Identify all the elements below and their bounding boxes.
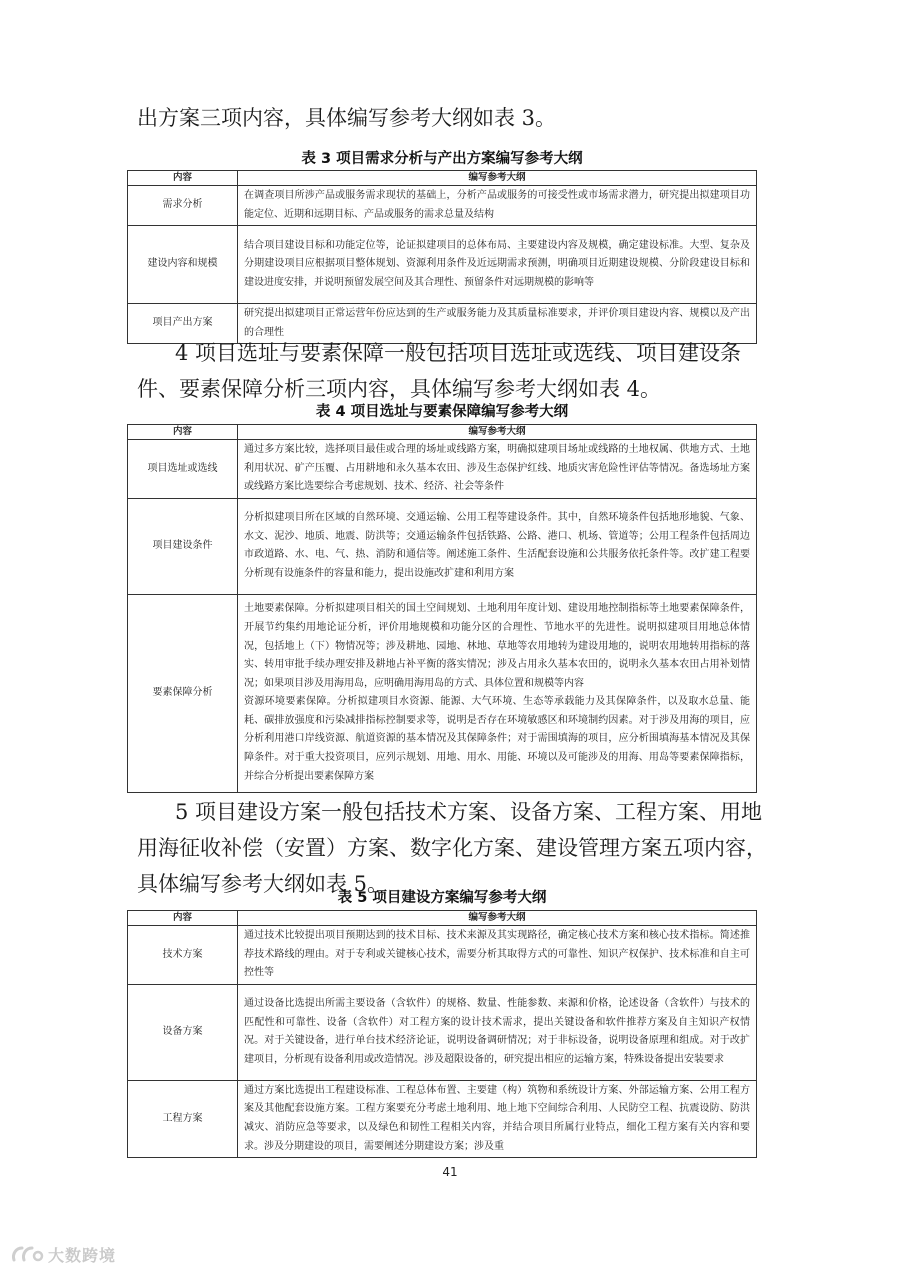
row-text: 通过多方案比较，选择项目最佳或合理的场址或线路方案，明确拟建项目场址或线路的土地权属、供地方式、土地利用状况、矿产压覆、占用耕地和永久基本农田、涉及生态保护红线、地质灾害危险性评估等情况。备选场址方案或线路方案比选要综合考虑规划、技术、经济、社会等条件 (238, 440, 757, 499)
header-outline: 编写参考大纲 (238, 171, 757, 186)
watermark (10, 1243, 116, 1265)
table-row (128, 594, 757, 792)
brand-logo-icon (10, 1244, 44, 1264)
table-row (128, 186, 757, 226)
table-row (128, 984, 757, 1080)
table-row (128, 498, 757, 594)
row-text-line: 资源环境要素保障。分析拟建项目水资源、能源、大气环境、生态等承载能力及其保障条件，以及取水总量、能耗、碳排放强度和污染减排指标控制要求等，说明是否存在环境敏感区和环境制约因素。对于涉及用海的项目，应分析利用港口岸线资源、航道资源的基本情况及其保障条件；对于需围填海的项目，应分析围填海基本情况及其保障条件。对于重大投资项目，应列示规划、用地、用水、用能、环境以及可能涉及的用海、用岛等要素保障指标，并综合分析提出要素保障方案 (244, 696, 750, 782)
row-text: 研究提出拟建项目正常运营年份应达到的生产或服务能力及其质量标准要求，并评价项目建设内容、规模以及产出的合理性 (238, 304, 757, 344)
table3-caption: 表 3 项目需求分析与产出方案编写参考大纲 (301, 151, 583, 167)
header-content: 内容 (128, 171, 238, 186)
row-text: 在调查项目所涉产品或服务需求现状的基础上，分析产品或服务的可接受性或市场需求潜力，研究提出拟建项目功能定位、近期和远期目标、产品或服务的需求总量及结构 (238, 186, 757, 226)
row-name: 要素保障分析 (128, 594, 238, 792)
header-outline: 编写参考大纲 (238, 911, 757, 926)
table-row (128, 1080, 757, 1157)
table-row (128, 926, 757, 985)
watermark-text: 大数跨境 (48, 1245, 117, 1265)
row-name: 技术方案 (128, 926, 238, 985)
table-header-row (128, 425, 757, 440)
row-name: 工程方案 (128, 1080, 238, 1157)
table4 (127, 424, 757, 793)
row-text: 结合项目建设目标和功能定位等，论证拟建项目的总体布局、主要建设内容及规模，确定建设标准。大型、复杂及分期建设项目应根据项目整体规划、资源利用条件及近远期需求预测，明确项目近期建设规模、分阶段建设目标和建设进度安排，并说明预留发展空间及其合理性、预留条件对远期规模的影响等 (238, 226, 757, 304)
row-text: 分析拟建项目所在区域的自然环境、交通运输、公用工程等建设条件。其中，自然环境条件包括地形地貌、气象、水文、泥沙、地质、地震、防洪等；交通运输条件包括铁路、公路、港口、机场、管道等；公用工程条件包括周边市政道路、水、电、气、热、消防和通信等。阐述施工条件、生活配套设施和公共服务依托条件等。改扩建工程要分析现有设施条件的容量和能力，提出设施改扩建和利用方案 (238, 498, 757, 594)
row-name: 设备方案 (128, 984, 238, 1080)
table-row (128, 440, 757, 499)
row-text: 通过设备比选提出所需主要设备（含软件）的规格、数量、性能参数、来源和价格，论述设备（含软件）与技术的匹配性和可靠性、设备（含软件）对工程方案的设计技术需求，提出关键设备和软件推荐方案及自主知识产权情况。对于关键设备，进行单台技术经济论证，说明设备调研情况；对于非标设备，说明设备原理和组成。对于改扩建项目，分析现有设备利用或改造情况。涉及超限设备的，研究提出相应的运输方案，特殊设备提出安装要求 (238, 984, 757, 1080)
table5-caption: 表 5 项目建设方案编写参考大纲 (337, 890, 547, 906)
row-text-line: 土地要素保障。分析拟建项目相关的国土空间规划、土地利用年度计划、建设用地控制指标等土地要素保障条件，开展节约集约用地论证分析，评价用地规模和功能分区的合理性、节地水平的先进性。说明拟建项目用地总体情况，包括地上（下）物情况等；涉及耕地、园地、林地、草地等农用地转为建设用地的，说明农用地转用指标的落实、转用审批手续办理安排及耕地占补平衡的落实情况；涉及占用永久基本农田的，说明永久基本农田占用补划情况；如果项目涉及用海用岛，应明确用海用岛的方式、具体位置和规模等内容 (244, 603, 750, 689)
table3 (127, 170, 757, 344)
paragraph-4: 4 项目选址与要素保障一般包括项目选址或选线、项目建设条件、要素保障分析三项内容，具体编写参考大纲如表 4。 (137, 341, 742, 401)
table5 (127, 910, 757, 1158)
row-text-group (238, 594, 757, 792)
header-content: 内容 (128, 911, 238, 926)
row-text: 通过技术比较提出项目预期达到的技术目标、技术来源及其实现路径，确定核心技术方案和核心技术指标。简述推荐技术路线的理由。对于专利或关键核心技术，需要分析其取得方式的可靠性、知识产权保护、技术标准和自主可控性等 (238, 926, 757, 985)
table-row (128, 226, 757, 304)
page-number: 41 (442, 1165, 458, 1179)
table-header-row (128, 911, 757, 926)
table-header-row (128, 171, 757, 186)
row-text: 通过方案比选提出工程建设标准、工程总体布置、主要建（构）筑物和系统设计方案、外部运输方案、公用工程方案及其他配套设施方案。工程方案要充分考虑土地利用、地上地下空间综合利用、人民防空工程、抗震设防、防洪减灾、消防应急等要求，以及绿色和韧性工程相关内容，并结合项目所属行业特点，细化工程方案有关内容和要求。涉及分期建设的项目，需要阐述分期建设方案；涉及重 (238, 1080, 757, 1157)
row-name: 项目选址或选线 (128, 440, 238, 499)
intro-paragraph: 出方案三项内容，具体编写参考大纲如表 3。 (137, 106, 557, 130)
header-outline: 编写参考大纲 (238, 425, 757, 440)
row-name: 项目建设条件 (128, 498, 238, 594)
row-name: 建设内容和规模 (128, 226, 238, 304)
table4-caption: 表 4 项目选址与要素保障编写参考大纲 (315, 404, 569, 420)
row-name: 需求分析 (128, 186, 238, 226)
row-name: 项目产出方案 (128, 304, 238, 344)
paragraph-5: 5 项目建设方案一般包括技术方案、设备方案、工程方案、用地用海征收补偿（安置）方案、数字化方案、建设管理方案五项内容，具体编写参考大纲如表 5。 (137, 800, 767, 896)
header-content: 内容 (128, 425, 238, 440)
